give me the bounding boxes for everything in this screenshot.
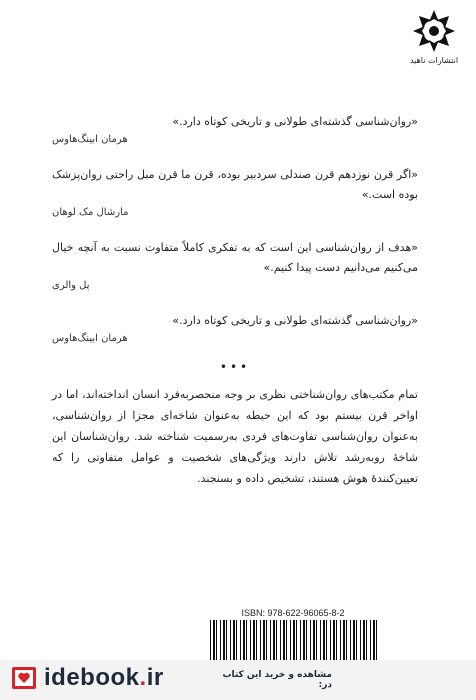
quote-text: «اگر قرن نوزدهم قرن صندلی سردبیر بوده، قرن ما قرن مبل راحتی روان‌پزشک بوده است.»: [52, 168, 418, 201]
quote-text: «روان‌شناسی گذشته‌ای طولانی و تاریخی کوتاه دارد.»: [172, 314, 418, 327]
isbn-text: ISBN: 978-622-96065-8-2: [241, 608, 345, 618]
quote-block: [52, 311, 418, 344]
blurb-paragraph: تمام مکتب‌های روان‌شناختی نظری بر وجه منحصربه‌فرد انسان انداخته‌اند، اما در اواخر قرن بیستم بود که این حیطه به‌عنوان شاخه‌ای مجزا از روان‌شناسی، به‌عنوان روان‌شناسی تفاوت‌های فردی به‌رسمیت شناخته شد. روان‌شناسان این شاخهٔ روبه‌رشد تلاش دارند ویژگی‌های شخصیت و عوامل متفاوتی را که تعیین‌کنندهٔ هوش هستند، تشخیص داده و بسنجند.: [52, 388, 418, 485]
quote-block: [52, 112, 418, 145]
publisher-name: انتشارات ناهید: [409, 56, 459, 65]
barcode: [210, 620, 378, 660]
quote-block: [52, 165, 418, 218]
quote-block: [52, 238, 418, 291]
watermark-tagline: مشاهده و خرید این کتاب در:: [222, 670, 332, 690]
logo-main: idebook: [44, 664, 140, 691]
publisher-star-icon: [411, 8, 457, 54]
quote-text: «روان‌شناسی گذشته‌ای طولانی و تاریخی کوتاه دارد.»: [172, 115, 418, 128]
watermark-logo: [44, 664, 164, 692]
logo-dot: .: [139, 664, 147, 691]
quote-author: مارشال مک لوهان: [52, 207, 129, 218]
quote-author: هرمان ابینگ‌هاوس: [52, 134, 128, 145]
quote-text: «هدف از روان‌شناسی این است که به تفکری کاملاً متفاوت نسبت به آنچه خیال می‌کنیم می‌دانیم دست پیدا کنیم.»: [52, 241, 418, 274]
quote-author: هرمان ابینگ‌هاوس: [52, 333, 128, 344]
publisher-logo: [402, 8, 466, 65]
logo-tld: ir: [146, 664, 164, 691]
book-heart-icon: [10, 663, 40, 693]
section-separator: •••: [219, 360, 251, 374]
quote-author: پل والری: [52, 280, 90, 291]
quotes-section: [52, 112, 418, 489]
